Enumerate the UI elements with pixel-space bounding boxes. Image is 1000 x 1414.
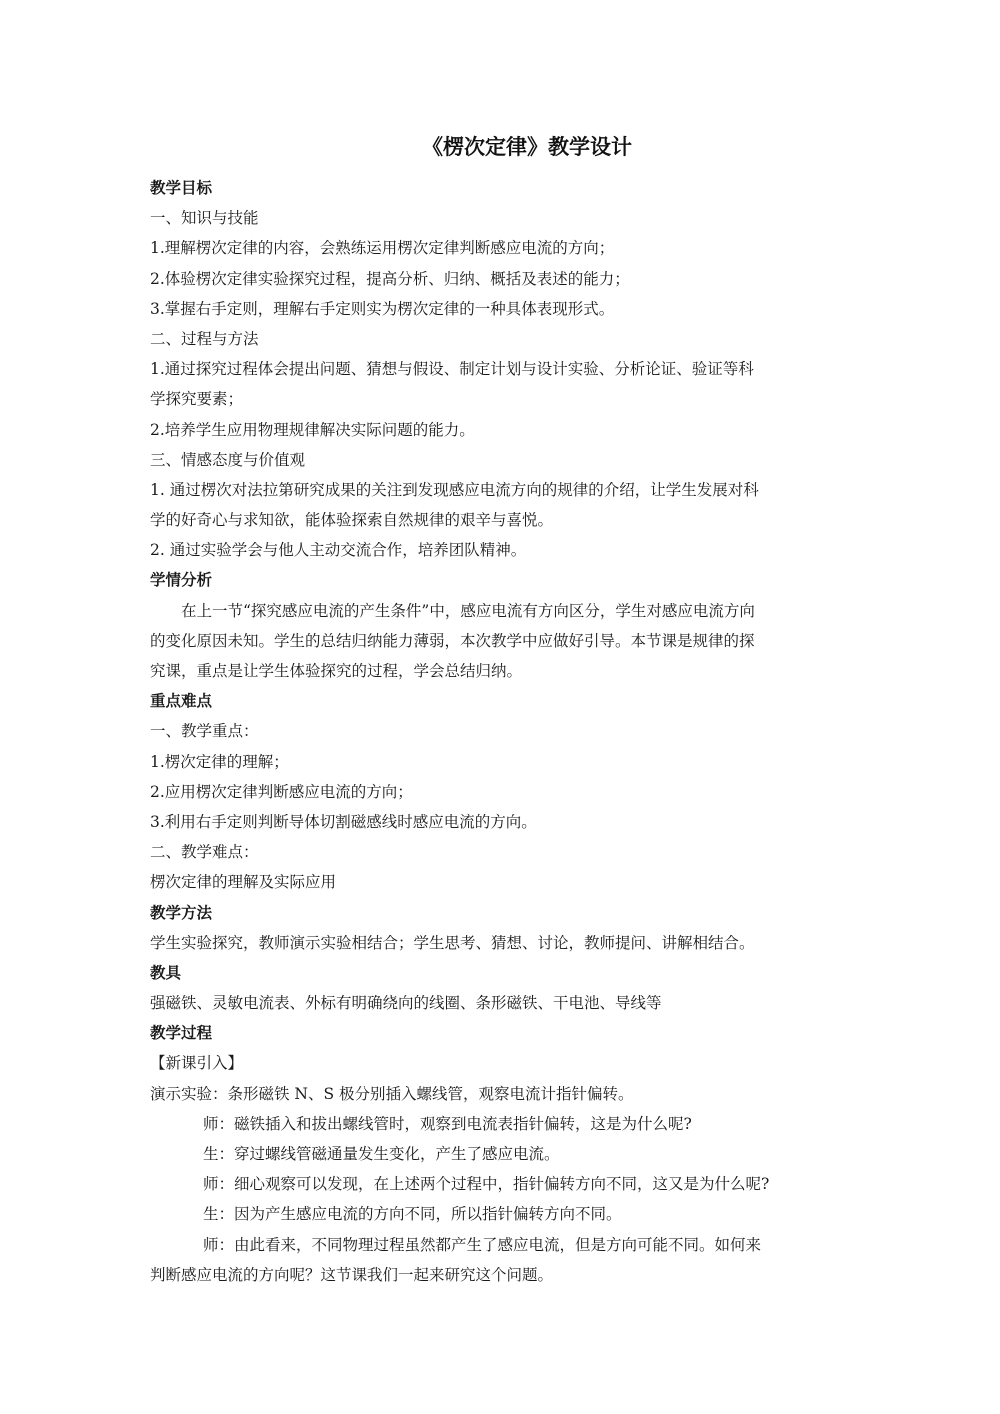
dialog-line-student: 生：穿过螺线管磁通量发生变化，产生了感应电流。 xyxy=(203,1145,560,1163)
dialog-line-teacher: 师：磁铁插入和拔出螺线管时，观察到电流表指针偏转，这是为什么呢? xyxy=(203,1114,692,1133)
section-heading-key-points: 重点难点 xyxy=(150,692,213,711)
section-heading-methods: 教学方法 xyxy=(150,903,213,922)
subheading-knowledge: 一、知识与技能 xyxy=(150,209,259,228)
section-heading-tools: 教具 xyxy=(150,963,182,982)
subheading-difficulty: 二、教学难点： xyxy=(150,843,259,862)
paragraph-line: 学生实验探究，教师演示实验相结合；学生思考、猜想、讨论，教师提问、讲解相结合。 xyxy=(150,933,755,952)
list-item: 3.掌握右手定则，理解右手定则实为楞次定律的一种具体表现形式。 xyxy=(150,299,615,318)
section-heading-objectives: 教学目标 xyxy=(150,179,213,197)
list-item: 2.体验楞次定律实验探究过程，提高分析、归纳、概括及表述的能力； xyxy=(150,269,630,288)
subheading-process: 二、过程与方法 xyxy=(150,329,259,348)
section-heading-analysis: 学情分析 xyxy=(150,571,213,590)
list-item: 2.培养学生应用物理规律解决实际问题的能力。 xyxy=(150,420,475,439)
paragraph-line: 的变化原因未知。学生的总结归纳能力薄弱，本次教学中应做好引导。本节课是规律的探 xyxy=(150,631,755,650)
paragraph-line: 究课，重点是让学生体验探究的过程，学会总结归纳。 xyxy=(150,662,523,680)
list-item: 1.通过探究过程体会提出问题、猜想与假设、制定计划与设计实验、分析论证、验证等科 xyxy=(150,360,754,379)
list-item: 学的好奇心与求知欲，能体验探索自然规律的艰辛与喜悦。 xyxy=(150,511,554,530)
paragraph-line: 楞次定律的理解及实际应用 xyxy=(150,873,337,892)
subheading-emotion: 三、情感态度与价值观 xyxy=(150,450,306,469)
list-item: 2. 通过实验学会与他人主动交流合作，培养团队精神。 xyxy=(150,541,527,560)
list-item: 2.应用楞次定律判断感应电流的方向； xyxy=(150,782,413,801)
section-heading-process: 教学过程 xyxy=(150,1024,213,1043)
list-item: 3.利用右手定则判断导体切割磁感线时感应电流的方向。 xyxy=(150,812,537,831)
dialog-line-teacher: 师：由此看来，不同物理过程虽然都产生了感应电流，但是方向可能不同。如何来 xyxy=(203,1235,762,1254)
list-item: 学探究要素； xyxy=(150,390,244,409)
subheading-focus: 一、教学重点： xyxy=(150,722,259,741)
list-item: 1. 通过楞次对法拉第研究成果的关注到发现感应电流方向的规律的介绍，让学生发展对科 xyxy=(150,480,759,499)
paragraph-line: 强磁铁、灵敏电流表、外标有明确绕向的线圈、条形磁铁、干电池、导线等 xyxy=(150,994,662,1013)
list-item: 1.理解楞次定律的内容，会熟练运用楞次定律判断感应电流的方向； xyxy=(150,239,615,258)
dialog-line-teacher: 师：细心观察可以发现，在上述两个过程中，指针偏转方向不同，这又是为什么呢? xyxy=(203,1175,770,1194)
paragraph-line: 判断感应电流的方向呢？这节课我们一起来研究这个问题。 xyxy=(150,1265,554,1284)
document-title: 《楞次定律》教学设计 xyxy=(422,135,632,159)
subheading-intro: 【新课引入】 xyxy=(150,1054,244,1073)
list-item: 1.楞次定律的理解； xyxy=(150,752,289,771)
dialog-line-student: 生：因为产生感应电流的方向不同，所以指针偏转方向不同。 xyxy=(203,1205,622,1224)
document-body xyxy=(150,173,850,1290)
paragraph-line: 在上一节“探究感应电流的产生条件”中，感应电流有方向区分，学生对感应电流方向 xyxy=(181,601,755,620)
demo-experiment: 演示实验：条形磁铁 N、S 极分别插入螺线管，观察电流计指针偏转。 xyxy=(150,1084,634,1103)
